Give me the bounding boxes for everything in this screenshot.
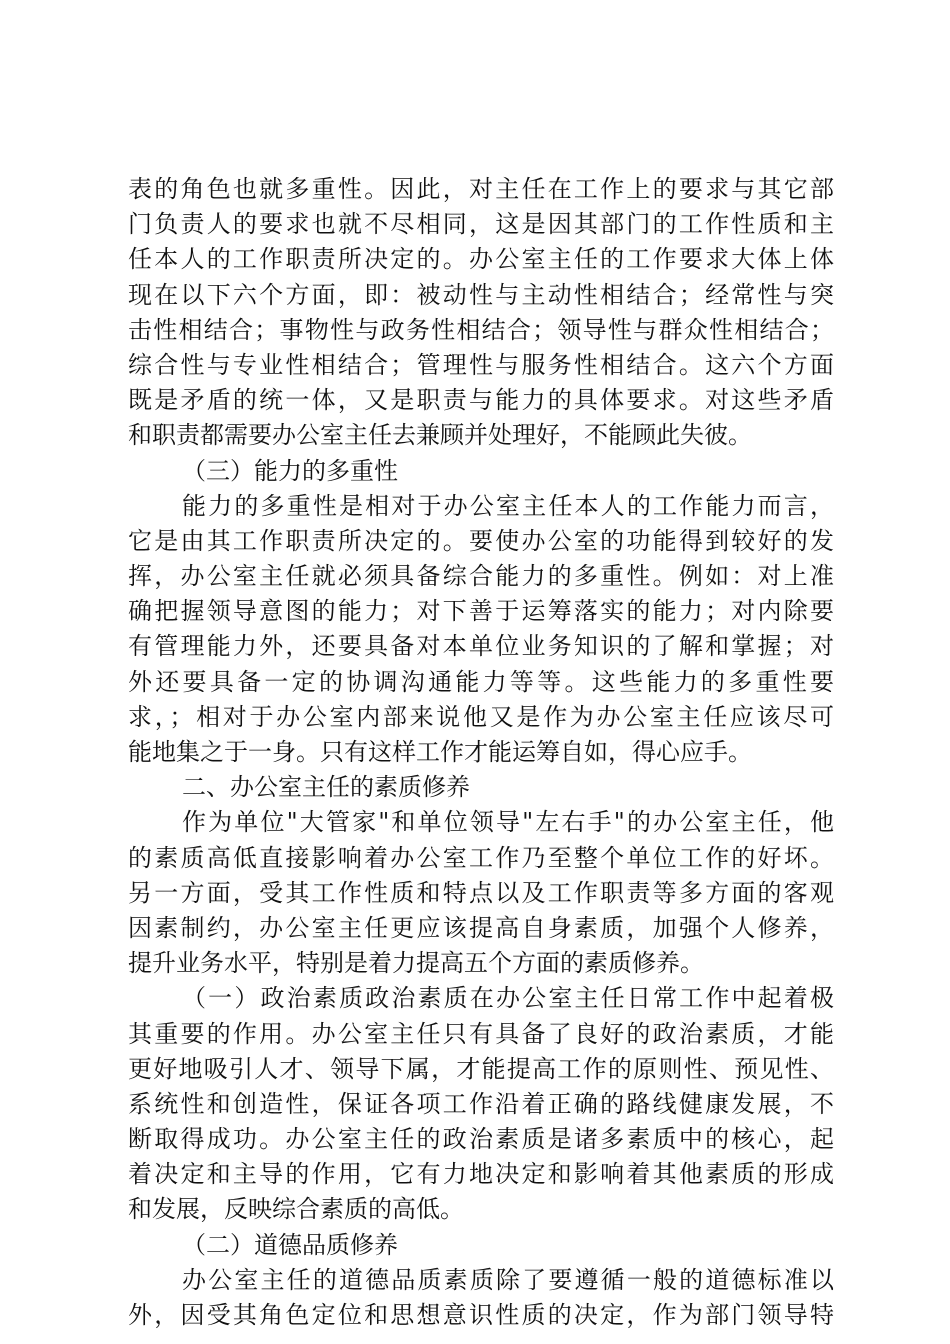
text-line: 系统性和创造性，保证各项工作沿着正确的路线健康发展，不 bbox=[128, 1089, 834, 1118]
text-line: 提升业务水平，特别是着力提高五个方面的素质修养。 bbox=[128, 949, 704, 978]
text-line: 其重要的作用。办公室主任只有具备了良好的政治素质，才能 bbox=[128, 1019, 834, 1048]
text-line: （二）道德品质修养 bbox=[182, 1230, 398, 1259]
text-line: 更好地吸引人才、领导下属，才能提高工作的原则性、预见性、 bbox=[128, 1054, 834, 1083]
text-line: 它是由其工作职责所决定的。要使办公室的功能得到较好的发 bbox=[128, 526, 834, 555]
text-line: 二、办公室主任的素质修养 bbox=[182, 773, 470, 802]
text-line: 着决定和主导的作用，它有力地决定和影响着其他素质的形成 bbox=[128, 1160, 834, 1189]
text-line: 求，；相对于办公室内部来说他又是作为办公室主任应该尽可 bbox=[128, 702, 834, 731]
text-line: （三）能力的多重性 bbox=[182, 456, 398, 485]
text-line: 表的角色也就多重性。因此，对主任在工作上的要求与其它部 bbox=[128, 175, 834, 203]
text-line: 外还要具备一定的协调沟通能力等等。这些能力的多重性要 bbox=[128, 667, 834, 696]
text-line: 能地集之于一身。只有这样工作才能运筹自如，得心应手。 bbox=[128, 738, 752, 766]
text-line: 现在以下六个方面，即：被动性与主动性相结合；经常性与突 bbox=[128, 280, 834, 309]
text-line: （一）政治素质政治素质在办公室主任日常工作中起着极 bbox=[182, 984, 834, 1013]
text-line: 断取得成功。办公室主任的政治素质是诸多素质中的核心，起 bbox=[128, 1125, 834, 1154]
text-line: 和发展，反映综合素质的高低。 bbox=[128, 1195, 464, 1224]
text-line: 确把握领导意图的能力；对下善于运筹落实的能力；对内除要 bbox=[128, 597, 834, 626]
text-line: 和职责都需要办公室主任去兼顾并处理好，不能顾此失彼。 bbox=[128, 421, 752, 450]
text-line: 办公室主任的道德品质素质除了要遵循一般的道德标准以 bbox=[182, 1265, 834, 1294]
text-line: 有管理能力外，还要具备对本单位业务知识的了解和掌握；对 bbox=[128, 632, 834, 661]
text-line: 任本人的工作职责所决定的。办公室主任的工作要求大体上体 bbox=[128, 245, 834, 274]
text-line: 既是矛盾的统一体，又是职责与能力的具体要求。对这些矛盾 bbox=[128, 386, 834, 415]
document-body bbox=[128, 172, 834, 1333]
text-line: 门负责人的要求也就不尽相同，这是因其部门的工作性质和主 bbox=[128, 210, 834, 239]
text-line: 另一方面，受其工作性质和特点以及工作职责等多方面的客观 bbox=[128, 878, 834, 907]
text-line: 外，因受其角色定位和思想意识性质的决定，作为部门领导特 bbox=[128, 1301, 834, 1329]
text-line: 能力的多重性是相对于办公室主任本人的工作能力而言， bbox=[182, 491, 834, 520]
text-line: 因素制约，办公室主任更应该提高自身素质，加强个人修养， bbox=[128, 913, 834, 942]
text-line: 击性相结合；事物性与政务性相结合；领导性与群众性相结合； bbox=[128, 315, 834, 344]
text-line: 挥，办公室主任就必须具备综合能力的多重性。例如：对上准 bbox=[128, 562, 834, 591]
text-line: 作为单位"大管家"和单位领导"左右手"的办公室主任，他 bbox=[182, 808, 834, 837]
text-line: 综合性与专业性相结合；管理性与服务性相结合。这六个方面 bbox=[128, 350, 834, 379]
text-line: 的素质高低直接影响着办公室工作乃至整个单位工作的好坏。 bbox=[128, 843, 834, 872]
